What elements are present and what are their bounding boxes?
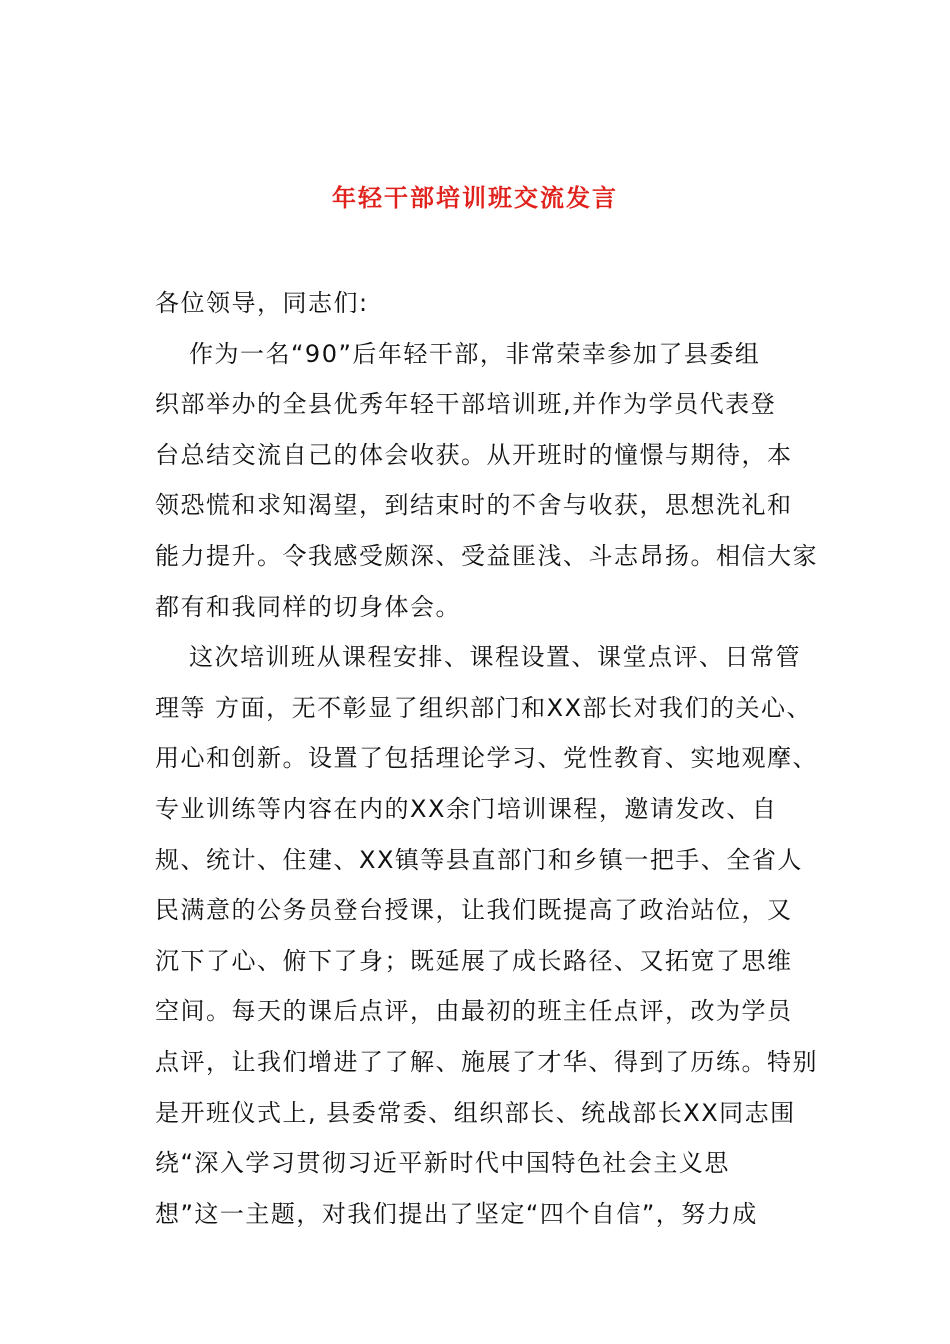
paragraph-line: 这次培训班从课程安排、课程设置、课堂点评、日常管: [189, 643, 801, 672]
paragraph-line: 是开班仪式上, 县委常委、组织部长、统战部长XX同志围: [155, 1098, 796, 1127]
paragraph-line: 用心和创新。设置了包括理论学习、党性教育、实地观摩、: [155, 744, 818, 773]
paragraph-line: 绕“深入学习贯彻习近平新时代中国特色社会主义思: [155, 1149, 730, 1178]
paragraph-line: 沉下了心、俯下了身；既延展了成长路径、又拓宽了思维: [155, 946, 793, 975]
salutation: 各位领导，同志们:: [155, 289, 369, 317]
paragraph-line: 领恐慌和求知渴望，到结束时的不舍与收获，思想洗礼和: [155, 491, 793, 520]
paragraph-line: 台总结交流自己的体会收获。从开班时的憧憬与期待，本: [155, 440, 793, 469]
paragraph-line: 专业训练等内容在内的XX余门培训课程，邀请发改、自: [155, 794, 778, 823]
paragraph-line: 规、统计、住建、XX镇等县直部门和乡镇一把手、全省人: [155, 845, 803, 874]
paragraph-line: 能力提升。令我感受颇深、受益匪浅、斗志昂扬。相信大家: [155, 541, 818, 570]
paragraph-line: 理等 方面，无不彰显了组织部门和XX部长对我们的关心、: [155, 693, 813, 722]
paragraph-line: 都有和我同样的切身体会。: [155, 592, 461, 621]
paragraph-line: 点评，让我们增进了了解、施展了才华、得到了历练。特别: [155, 1047, 818, 1076]
document-body: [155, 278, 818, 1239]
paragraph-line: 作为一名“90”后年轻干部，非常荣幸参加了县委组: [189, 339, 761, 368]
paragraph-line: 民满意的公务员登台授课，让我们既提高了政治站位，又: [155, 896, 793, 925]
document-title: 年轻干部培训班交流发言: [332, 183, 618, 212]
paragraph-line: 空间。每天的课后点评，由最初的班主任点评，改为学员: [155, 997, 793, 1026]
paragraph-line: 织部举办的全县优秀年轻干部培训班,并作为学员代表登: [155, 390, 777, 419]
paragraph-line: 想”这一主题，对我们提出了坚定“四个自信”，努力成: [155, 1199, 758, 1228]
